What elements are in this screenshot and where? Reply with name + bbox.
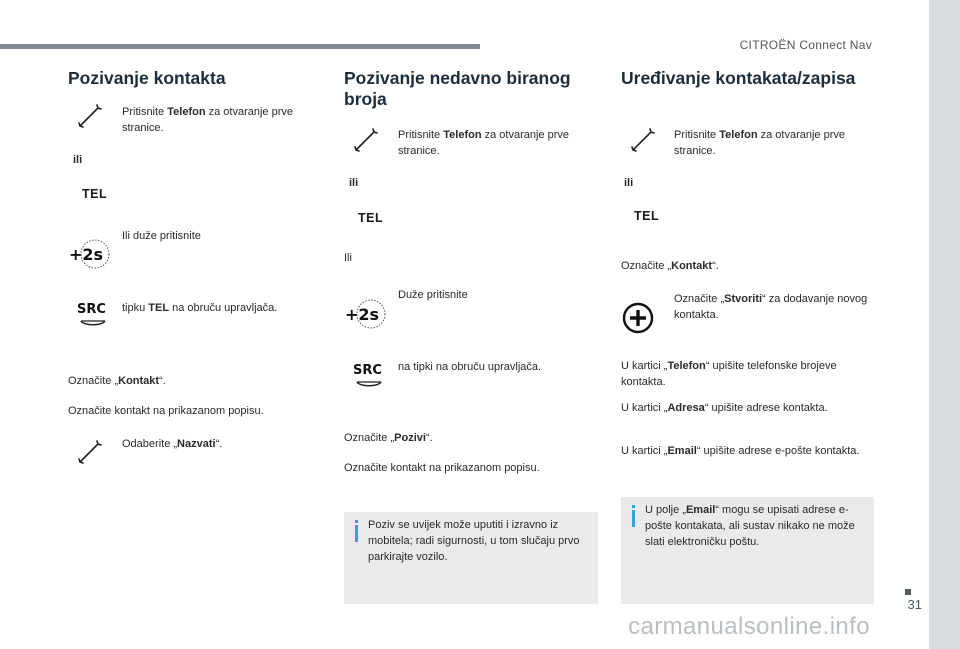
or-label: ili	[73, 154, 83, 166]
section-title: Pozivanje nedavno biranog broja	[344, 68, 571, 109]
phone-handset-icon	[76, 104, 102, 135]
svg-text:SRC: SRC	[77, 302, 106, 317]
select-contact-text: Označite „Kontakt“.	[68, 375, 166, 387]
svg-text:SRC: SRC	[353, 363, 382, 378]
long-press-2s-icon	[68, 236, 112, 277]
info-box	[621, 497, 874, 604]
step-tel-steering: tipku TEL na obruču upravljača.	[122, 302, 278, 314]
tel-key-label: TEL	[634, 209, 660, 223]
info-box	[344, 512, 598, 604]
page-side-band	[929, 0, 960, 649]
src-steering-button-icon	[76, 300, 110, 335]
tel-key-label: TEL	[82, 187, 108, 201]
page-number: 31	[907, 597, 922, 612]
info-text: U polje „Email“ mogu se upisati adrese e-pošte kontakata, ali sustav nikako ne može slati elektroničku poštu.	[645, 504, 855, 548]
phone-handset-icon	[629, 128, 655, 159]
tab-email-text: U kartici „Email“ upišite adrese e-pošte kontakta.	[621, 445, 860, 457]
step-open-phone: Pritisnite Telefon za otvaranje prve stranice.	[122, 106, 293, 134]
step-create: Označite „Stvoriti“ za dodavanje novog kontakta.	[674, 293, 868, 321]
tab-address-text: U kartici „Adresa“ upišite adrese kontakta.	[621, 402, 828, 414]
top-rule	[0, 44, 480, 49]
info-text: Poziv se uvijek može uputiti i izravno iz mobitela; radi sigurnosti, u tom slučaju prvo parkirajte vozilo.	[368, 519, 580, 563]
step-call: Odaberite „Nazvati“.	[122, 438, 223, 450]
page-marker	[905, 589, 911, 595]
brand-header: CITROËN Connect Nav	[739, 38, 872, 52]
add-plus-icon	[622, 302, 654, 339]
info-icon	[632, 505, 635, 508]
select-calls-text: Označite „Pozivi“.	[344, 432, 433, 444]
src-steering-button-icon	[352, 361, 386, 396]
long-press-2s-icon	[344, 296, 388, 337]
or-label: ili	[624, 177, 634, 189]
section-title: Pozivanje kontakta	[68, 68, 226, 88]
phone-handset-icon	[76, 440, 102, 471]
section-title: Uređivanje kontakata/zapisa	[621, 68, 856, 88]
svg-text:+2s: +2s	[69, 245, 104, 264]
select-contact-text: Označite „Kontakt“.	[621, 260, 719, 272]
tel-key-label: TEL	[358, 211, 384, 225]
watermark: carmanualsonline.info	[628, 613, 870, 640]
select-from-list-text: Označite kontakt na prikazanom popisu.	[68, 405, 264, 417]
info-icon-bar	[632, 510, 635, 527]
step-open-phone: Pritisnite Telefon za otvaranje prve stranice.	[674, 129, 845, 157]
phone-handset-icon	[352, 128, 378, 159]
svg-text:+2s: +2s	[345, 305, 380, 324]
info-icon-bar	[355, 525, 358, 542]
step-steering: na tipki na obruču upravljača.	[398, 361, 542, 373]
or-label-2: Ili	[344, 252, 352, 264]
or-label: ili	[349, 177, 359, 189]
step-long-press: Ili duže pritisnite	[122, 230, 201, 242]
step-long-press: Duže pritisnite	[398, 289, 468, 301]
select-from-list-text: Označite kontakt na prikazanom popisu.	[344, 462, 540, 474]
step-open-phone: Pritisnite Telefon za otvaranje prve stranice.	[398, 129, 569, 157]
tab-phone-text: U kartici „Telefon“ upišite telefonske brojeve kontakta.	[621, 360, 837, 388]
info-icon	[355, 520, 358, 523]
